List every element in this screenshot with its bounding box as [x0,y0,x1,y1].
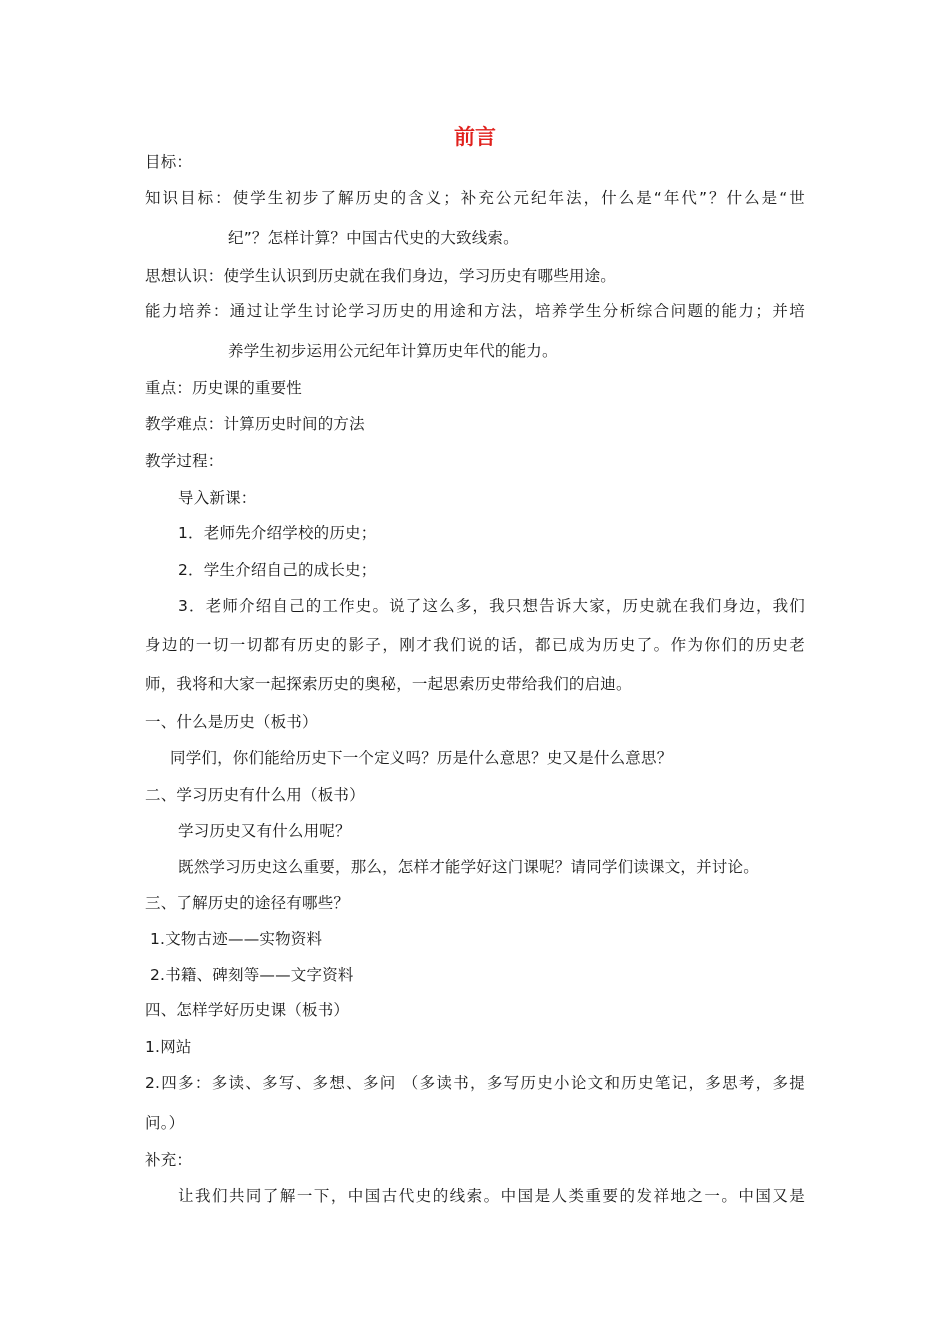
supplement-heading: 补充： [145,1151,193,1169]
ability-goal-line-1: 能力培养：通过让学生讨论学习历史的用途和方法，培养学生分析综合问题的能力；并培 [145,302,805,320]
section-1-question: 同学们，你们能给历史下一个定义吗？历是什么意思？史又是什么意思？ [170,749,673,767]
intro-step-3-line-2: 身边的一切一切都有历史的影子，刚才我们说的话，都已成为历史了。作为你们的历史老 [145,636,805,654]
knowledge-goal-line-2: 纪”？怎样计算？中国古代史的大致线索。 [228,229,519,247]
section-3-item-1: 1.文物古迹——实物资料 [150,930,323,948]
knowledge-goal-line-1: 知识目标：使学生初步了解历史的含义；补充公元纪年法，什么是“年代”？什么是“世 [145,189,805,207]
intro-step-2: 2．学生介绍自己的成长史； [178,561,377,579]
section-3-heading: 三、了解历史的途径有哪些？ [145,894,350,912]
ideology-goal: 思想认识：使学生认识到历史就在我们身边，学习历史有哪些用途。 [145,267,617,285]
intro-step-1: 1．老师先介绍学校的历史； [178,524,377,542]
section-1-heading: 一、什么是历史（板书） [145,713,318,731]
document-title: 前言 [454,125,496,149]
section-4-heading: 四、怎样学好历史课（板书） [145,1001,350,1019]
section-4-item-2-line-2: 问。） [145,1114,185,1132]
section-4-item-1: 1.网站 [145,1038,192,1056]
section-2-question: 学习历史又有什么用呢？ [178,822,351,840]
teaching-process-heading: 教学过程： [145,452,224,470]
ability-goal-line-2: 养学生初步运用公元纪年计算历史年代的能力。 [228,342,558,360]
section-4-item-2-line-1: 2.四多：多读、多写、多想、多问 （多读书，多写历史小论文和历史笔记，多思考，多提 [145,1074,805,1092]
supplement-paragraph: 让我们共同了解一下，中国古代史的线索。中国是人类重要的发祥地之一。中国又是 [178,1187,805,1205]
intro-step-3-line-3: 师，我将和大家一起探索历史的奥秘，一起思索历史带给我们的启迪。 [145,675,632,693]
intro-step-3-line-1: 3．老师介绍自己的工作史。说了这么多，我只想告诉大家，历史就在我们身边，我们 [178,597,805,615]
difficult-point: 教学难点：计算历史时间的方法 [145,415,365,433]
goals-heading: 目标： [145,153,193,171]
key-point: 重点：历史课的重要性 [145,379,303,397]
section-2-paragraph: 既然学习历史这么重要，那么，怎样才能学好这门课呢？请同学们读课文，并讨论。 [178,858,759,876]
section-2-heading: 二、学习历史有什么用（板书） [145,786,365,804]
intro-heading: 导入新课： [178,489,257,507]
section-3-item-2: 2.书籍、碑刻等——文字资料 [150,966,354,984]
